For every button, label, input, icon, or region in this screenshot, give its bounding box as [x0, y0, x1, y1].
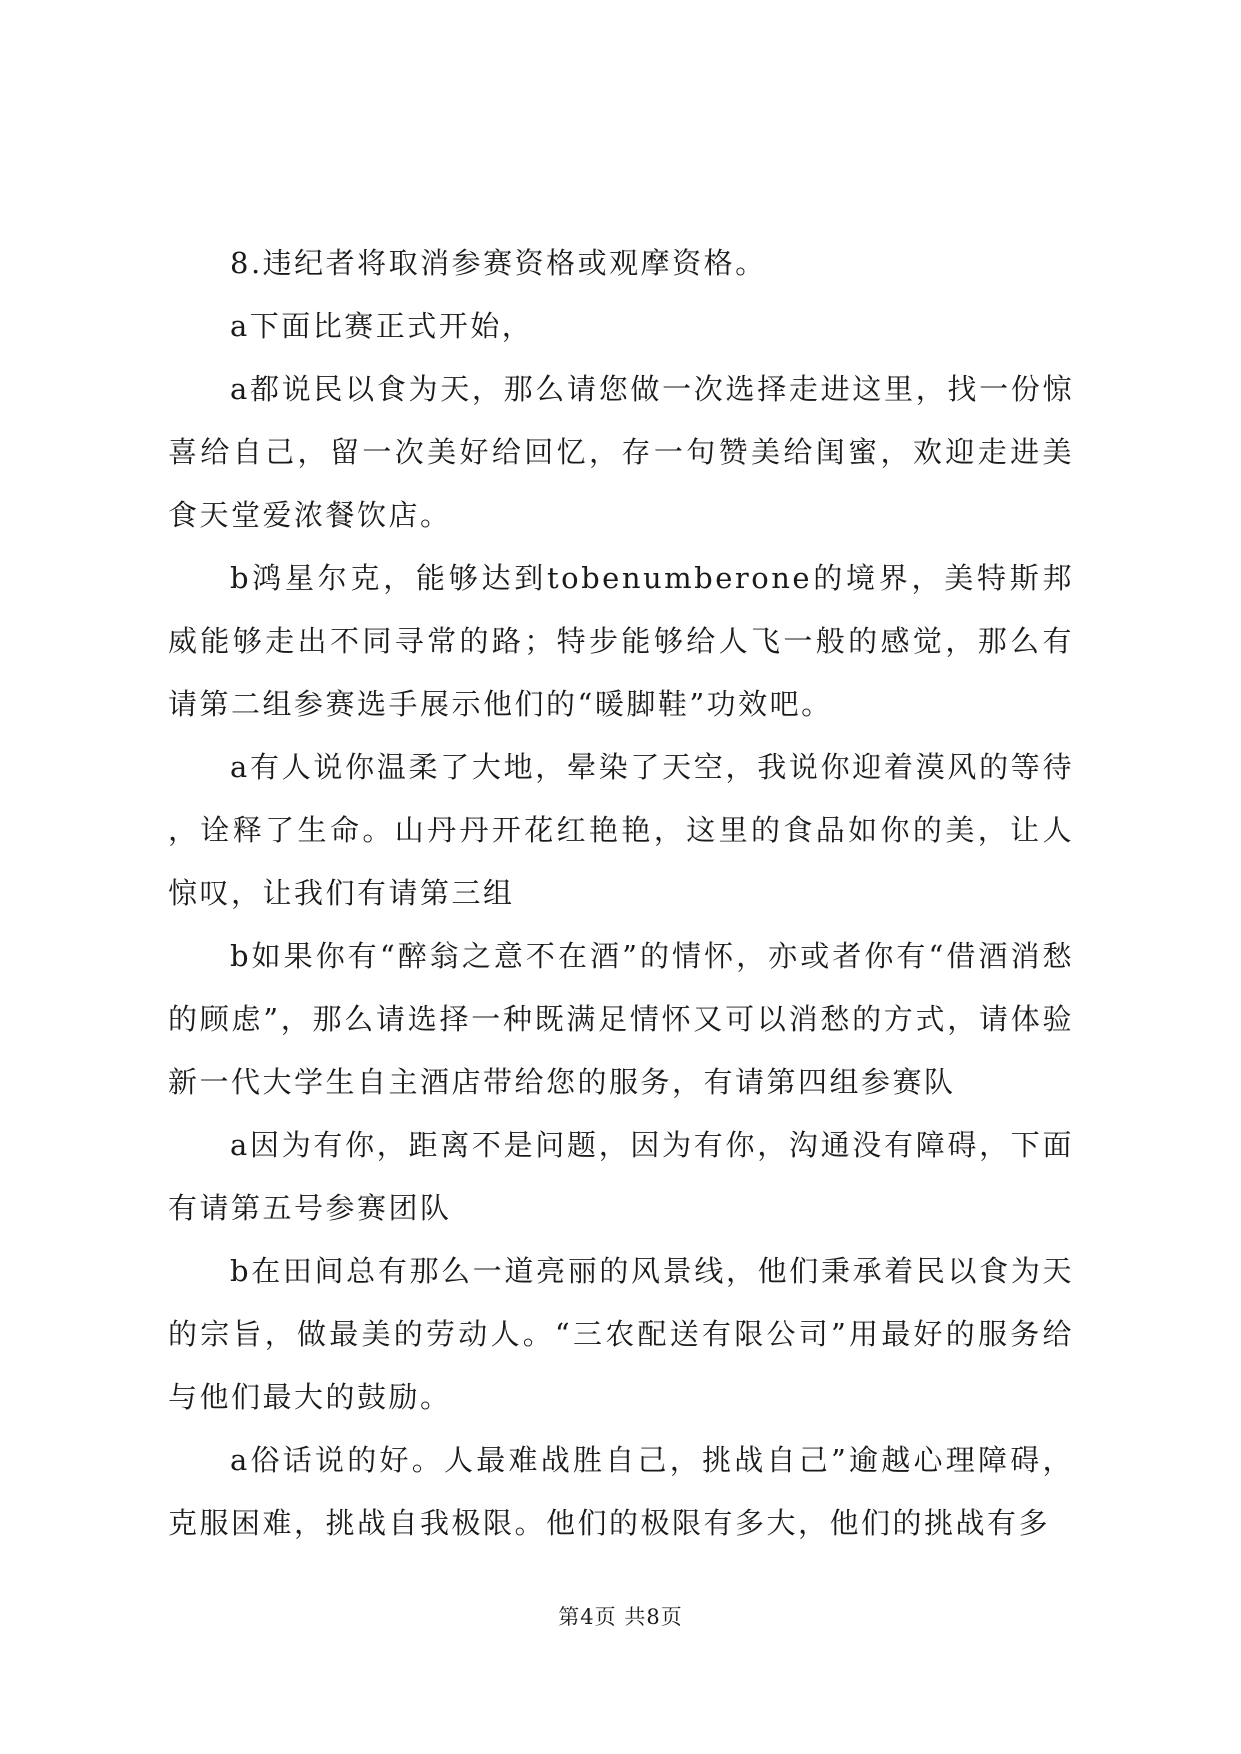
paragraph-start: a下面比赛正式开始， — [230, 309, 534, 343]
paragraph-group-4-intro: b如果你有“醉翁之意不在酒”的情怀，亦或者你有“借酒消愁的顾虑”，那么请选择一种既满足情怀又可以消愁的方式，请体验新一代大学生自主酒店带给您的服务，有请第四组参赛队 — [168, 939, 1074, 1099]
page-number: 第4页 共8页 — [558, 1605, 683, 1629]
paragraph-group-1-intro: a都说民以食为天，那么请您做一次选择走进这里，找一份惊喜给自己，留一次美好给回忆，存一句赞美给闺蜜，欢迎走进美食天堂爱浓餐饮店。 — [168, 372, 1074, 532]
paragraph-group-6-intro: b在田间总有那么一道亮丽的风景线，他们秉承着民以食为天的宗旨，做最美的劳动人。“三农配送有限公司”用最好的服务给与他们最大的鼓励。 — [168, 1254, 1074, 1414]
body-text — [168, 232, 1074, 1555]
paragraph-group-2-intro: b鸿星尔克，能够达到tobenumberone的境界，美特斯邦威能够走出不同寻常的路；特步能够给人飞一般的感觉，那么有请第二组参赛选手展示他们的“暖脚鞋”功效吧。 — [168, 561, 1074, 721]
paragraph-group-3-intro: a有人说你温柔了大地，晕染了天空，我说你迎着漠风的等待，诠释了生命。山丹丹开花红艳艳，这里的食品如你的美，让人惊叹，让我们有请第三组 — [168, 750, 1074, 910]
paragraph-rule-8: 8.违纪者将取消参赛资格或观摩资格。 — [230, 246, 767, 280]
paragraph-group-5-intro: a因为有你，距离不是问题，因为有你，沟通没有障碍，下面有请第五号参赛团队 — [168, 1128, 1074, 1225]
paragraph-group-7-intro: a俗话说的好。人最难战胜自己，挑战自己”逾越心理障碍，克服困难，挑战自我极限。他们的极限有多大，他们的挑战有多 — [168, 1443, 1074, 1540]
